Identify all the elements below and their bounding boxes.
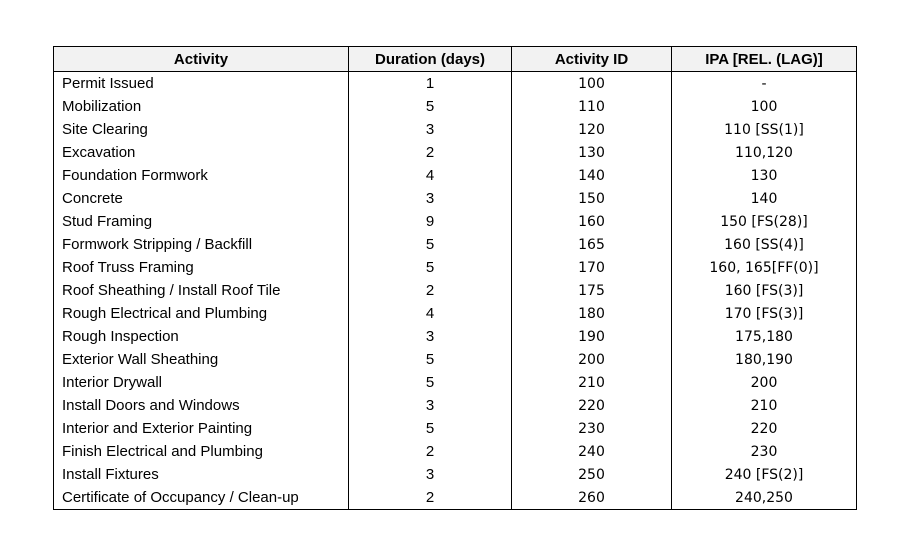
cell-activity: Finish Electrical and Plumbing	[54, 440, 349, 463]
cell-duration: 3	[349, 394, 512, 417]
cell-activity: Interior and Exterior Painting	[54, 417, 349, 440]
table-row	[54, 302, 857, 325]
cell-ipa: 240,250	[672, 486, 857, 510]
cell-activity-id: 180	[512, 302, 672, 325]
header-duration: Duration (days)	[349, 47, 512, 72]
cell-activity: Roof Sheathing / Install Roof Tile	[54, 279, 349, 302]
cell-duration: 3	[349, 118, 512, 141]
cell-ipa: 240 [FS(2)]	[672, 463, 857, 486]
table-row	[54, 417, 857, 440]
cell-activity-id: 190	[512, 325, 672, 348]
activity-schedule-table	[53, 46, 857, 510]
cell-ipa: 150 [FS(28)]	[672, 210, 857, 233]
cell-activity-id: 220	[512, 394, 672, 417]
table-header-row	[54, 47, 857, 72]
cell-ipa: 170 [FS(3)]	[672, 302, 857, 325]
cell-activity: Interior Drywall	[54, 371, 349, 394]
header-ipa: IPA [REL. (LAG)]	[672, 47, 857, 72]
table-row	[54, 72, 857, 96]
cell-ipa: 230	[672, 440, 857, 463]
cell-duration: 4	[349, 302, 512, 325]
table-row	[54, 463, 857, 486]
cell-ipa: 180,190	[672, 348, 857, 371]
table-row	[54, 210, 857, 233]
cell-activity: Roof Truss Framing	[54, 256, 349, 279]
cell-activity: Excavation	[54, 141, 349, 164]
cell-activity-id: 200	[512, 348, 672, 371]
cell-ipa: 160 [SS(4)]	[672, 233, 857, 256]
cell-duration: 5	[349, 95, 512, 118]
table-row	[54, 440, 857, 463]
cell-activity: Formwork Stripping / Backfill	[54, 233, 349, 256]
cell-activity: Permit Issued	[54, 72, 349, 96]
cell-activity: Site Clearing	[54, 118, 349, 141]
cell-ipa: 110 [SS(1)]	[672, 118, 857, 141]
cell-activity-id: 240	[512, 440, 672, 463]
cell-activity: Mobilization	[54, 95, 349, 118]
cell-ipa: 160, 165[FF(0)]	[672, 256, 857, 279]
table-row	[54, 371, 857, 394]
cell-ipa: 100	[672, 95, 857, 118]
cell-activity-id: 100	[512, 72, 672, 96]
cell-activity-id: 230	[512, 417, 672, 440]
cell-duration: 3	[349, 187, 512, 210]
cell-ipa: 175,180	[672, 325, 857, 348]
cell-activity: Certificate of Occupancy / Clean-up	[54, 486, 349, 510]
cell-activity-id: 110	[512, 95, 672, 118]
cell-activity: Install Fixtures	[54, 463, 349, 486]
cell-duration: 5	[349, 233, 512, 256]
cell-ipa: 160 [FS(3)]	[672, 279, 857, 302]
cell-activity-id: 260	[512, 486, 672, 510]
cell-ipa: 220	[672, 417, 857, 440]
cell-activity: Exterior Wall Sheathing	[54, 348, 349, 371]
table-row	[54, 325, 857, 348]
table-row	[54, 233, 857, 256]
table-row	[54, 141, 857, 164]
cell-duration: 2	[349, 440, 512, 463]
cell-duration: 4	[349, 164, 512, 187]
cell-ipa: 200	[672, 371, 857, 394]
cell-activity: Rough Electrical and Plumbing	[54, 302, 349, 325]
cell-activity-id: 150	[512, 187, 672, 210]
cell-activity-id: 250	[512, 463, 672, 486]
cell-ipa: 210	[672, 394, 857, 417]
table-row	[54, 486, 857, 510]
table-row	[54, 394, 857, 417]
cell-activity-id: 170	[512, 256, 672, 279]
cell-ipa: 140	[672, 187, 857, 210]
cell-duration: 5	[349, 417, 512, 440]
table-row	[54, 95, 857, 118]
cell-activity: Concrete	[54, 187, 349, 210]
cell-duration: 9	[349, 210, 512, 233]
cell-activity: Rough Inspection	[54, 325, 349, 348]
table-row	[54, 279, 857, 302]
cell-duration: 5	[349, 371, 512, 394]
cell-activity: Install Doors and Windows	[54, 394, 349, 417]
header-activity-id: Activity ID	[512, 47, 672, 72]
cell-duration: 5	[349, 348, 512, 371]
table-row	[54, 256, 857, 279]
cell-duration: 3	[349, 463, 512, 486]
table-row	[54, 348, 857, 371]
cell-activity-id: 165	[512, 233, 672, 256]
table-row	[54, 118, 857, 141]
cell-activity: Stud Framing	[54, 210, 349, 233]
cell-activity-id: 120	[512, 118, 672, 141]
header-activity: Activity	[54, 47, 349, 72]
cell-activity: Foundation Formwork	[54, 164, 349, 187]
cell-activity-id: 175	[512, 279, 672, 302]
cell-duration: 2	[349, 486, 512, 510]
cell-activity-id: 130	[512, 141, 672, 164]
cell-duration: 3	[349, 325, 512, 348]
table-row	[54, 187, 857, 210]
cell-activity-id: 210	[512, 371, 672, 394]
cell-duration: 5	[349, 256, 512, 279]
table-row	[54, 164, 857, 187]
cell-ipa: 110,120	[672, 141, 857, 164]
cell-ipa: 130	[672, 164, 857, 187]
cell-activity-id: 140	[512, 164, 672, 187]
cell-duration: 2	[349, 279, 512, 302]
cell-ipa: -	[672, 72, 857, 96]
cell-activity-id: 160	[512, 210, 672, 233]
cell-duration: 2	[349, 141, 512, 164]
cell-duration: 1	[349, 72, 512, 96]
